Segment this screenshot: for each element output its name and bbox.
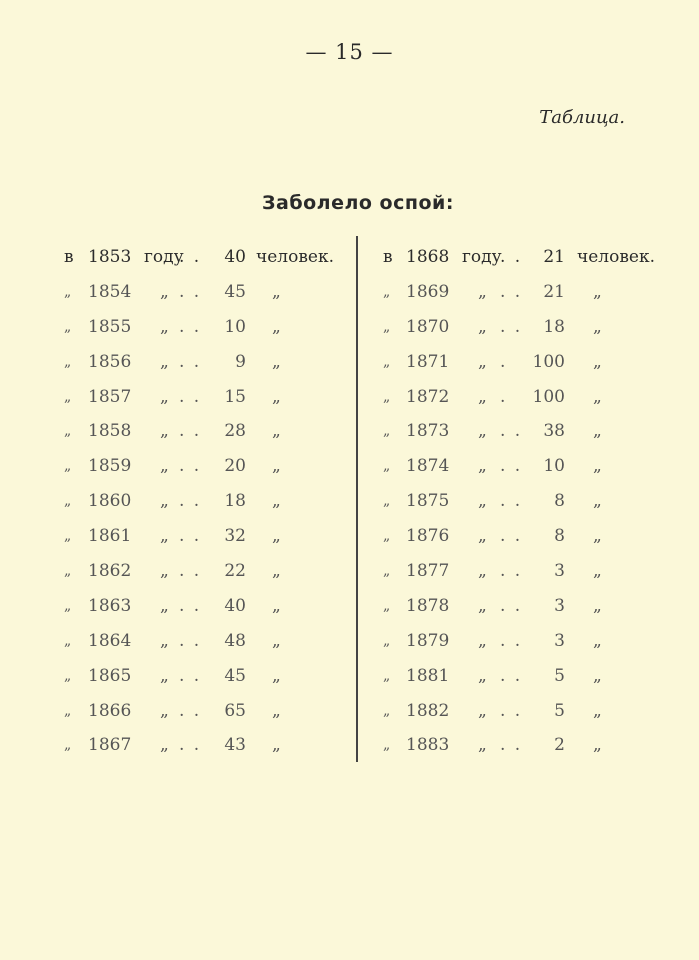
cell-count: 43 — [224, 735, 246, 756]
cell-year: 1877 — [406, 561, 450, 582]
cell-dots: . . — [500, 595, 523, 616]
cell-year: 1878 — [406, 595, 450, 616]
cell-label: „ — [272, 595, 281, 616]
cell-dots: . . — [500, 491, 523, 512]
cell-unit: „ — [478, 316, 487, 337]
cell-label: „ — [593, 526, 602, 547]
cell-unit: „ — [160, 456, 169, 477]
cell-dots: . . — [500, 561, 523, 582]
cell-count: 18 — [224, 491, 246, 512]
cell-unit: „ — [478, 561, 487, 582]
cell-prefix: „ — [64, 667, 72, 684]
cell-label: „ — [593, 735, 602, 756]
cell-count: 10 — [224, 316, 246, 337]
table-row — [64, 275, 364, 310]
cell-label: „ — [593, 421, 602, 442]
cell-count: 100 — [532, 386, 565, 407]
table-row — [64, 380, 364, 415]
cell-count: 65 — [224, 700, 246, 721]
cell-year: 1853 — [88, 247, 132, 267]
cell-unit: „ — [160, 491, 169, 512]
cell-prefix: „ — [383, 528, 391, 545]
cell-label: „ — [593, 351, 602, 372]
cell-label: „ — [593, 456, 602, 477]
table-caption: Таблица. — [539, 107, 625, 128]
cell-prefix: „ — [383, 667, 391, 684]
cell-count: 3 — [554, 595, 565, 616]
cell-unit: году — [462, 247, 502, 267]
cell-dots: . . — [179, 386, 202, 407]
cell-year: 1873 — [406, 421, 450, 442]
cell-year: 1854 — [88, 281, 132, 302]
cell-unit: „ — [160, 665, 169, 686]
cell-count: 21 — [543, 281, 565, 302]
cell-prefix: „ — [383, 283, 391, 300]
cell-prefix: „ — [383, 493, 391, 510]
right-column — [383, 240, 683, 763]
cell-dots: . . — [179, 281, 202, 302]
cell-label: „ — [593, 386, 602, 407]
cell-dots: . . — [179, 526, 202, 547]
cell-count: 3 — [554, 630, 565, 651]
table-row — [64, 659, 364, 694]
cell-label: человек. — [577, 247, 655, 267]
cell-prefix: „ — [64, 632, 72, 649]
cell-label: „ — [272, 526, 281, 547]
cell-dots: . . — [179, 316, 202, 337]
table-row — [383, 275, 683, 310]
cell-prefix: „ — [383, 388, 391, 405]
cell-unit: „ — [160, 630, 169, 651]
cell-prefix: „ — [64, 388, 72, 405]
cell-dots: . . — [179, 735, 202, 756]
cell-year: 1872 — [406, 386, 450, 407]
cell-prefix: в — [64, 247, 74, 267]
cell-label: „ — [272, 561, 281, 582]
cell-year: 1863 — [88, 595, 132, 616]
cell-year: 1856 — [88, 351, 132, 372]
cell-count: 8 — [554, 491, 565, 512]
cell-count: 9 — [235, 351, 246, 372]
cell-unit: „ — [160, 561, 169, 582]
cell-dots: . . — [500, 735, 523, 756]
cell-unit: „ — [160, 316, 169, 337]
cell-unit: „ — [478, 630, 487, 651]
cell-dots: . . — [179, 665, 202, 686]
cell-count: 45 — [224, 281, 246, 302]
cell-label: „ — [272, 630, 281, 651]
cell-count: 18 — [543, 316, 565, 337]
cell-count: 20 — [224, 456, 246, 477]
cell-year: 1858 — [88, 421, 132, 442]
cell-year: 1876 — [406, 526, 450, 547]
cell-prefix: „ — [64, 423, 72, 440]
table-title: Заболело оспой: — [262, 192, 454, 214]
table-row — [64, 345, 364, 380]
table-row — [64, 449, 364, 484]
cell-prefix: „ — [383, 353, 391, 370]
cell-label: „ — [272, 491, 281, 512]
cell-prefix: „ — [383, 737, 391, 754]
cell-dots: . . — [500, 630, 523, 651]
table-row — [383, 310, 683, 345]
cell-label: „ — [272, 386, 281, 407]
cell-dots: . . — [500, 316, 523, 337]
cell-unit: „ — [478, 700, 487, 721]
cell-dots: . — [500, 386, 508, 407]
table-row — [64, 240, 364, 275]
cell-unit: „ — [478, 456, 487, 477]
table-row — [383, 414, 683, 449]
cell-dots: . . — [500, 247, 523, 267]
cell-prefix: „ — [383, 563, 391, 580]
cell-dots: . . — [179, 247, 202, 267]
table-row — [383, 694, 683, 729]
cell-count: 8 — [554, 526, 565, 547]
cell-dots: . . — [500, 281, 523, 302]
cell-year: 1865 — [88, 665, 132, 686]
cell-dots: . . — [500, 421, 523, 442]
cell-count: 3 — [554, 561, 565, 582]
cell-count: 15 — [224, 386, 246, 407]
cell-label: „ — [593, 316, 602, 337]
cell-unit: „ — [478, 665, 487, 686]
cell-label: „ — [272, 700, 281, 721]
cell-dots: . . — [500, 526, 523, 547]
cell-label: „ — [272, 316, 281, 337]
cell-unit: „ — [160, 526, 169, 547]
cell-count: 40 — [224, 247, 246, 267]
cell-label: „ — [272, 735, 281, 756]
cell-unit: „ — [478, 421, 487, 442]
table-row — [64, 589, 364, 624]
page-number: — 15 — — [305, 40, 394, 64]
cell-label: человек. — [256, 247, 334, 267]
table-row — [383, 240, 683, 275]
table-row — [383, 554, 683, 589]
cell-prefix: „ — [64, 458, 72, 475]
table-row — [64, 694, 364, 729]
cell-year: 1882 — [406, 700, 450, 721]
cell-prefix: „ — [383, 632, 391, 649]
cell-year: 1855 — [88, 316, 132, 337]
cell-prefix: „ — [383, 458, 391, 475]
cell-prefix: „ — [64, 737, 72, 754]
cell-dots: . . — [500, 700, 523, 721]
cell-prefix: „ — [383, 423, 391, 440]
table-row — [383, 589, 683, 624]
table-row — [383, 659, 683, 694]
cell-prefix: „ — [64, 318, 72, 335]
cell-unit: „ — [160, 351, 169, 372]
cell-unit: „ — [160, 386, 169, 407]
cell-year: 1860 — [88, 491, 132, 512]
cell-dots: . . — [179, 595, 202, 616]
cell-dots: . . — [500, 456, 523, 477]
cell-count: 10 — [543, 456, 565, 477]
cell-prefix: „ — [383, 702, 391, 719]
table-row — [64, 414, 364, 449]
cell-count: 28 — [224, 421, 246, 442]
cell-year: 1868 — [406, 247, 450, 267]
cell-unit: „ — [478, 351, 487, 372]
cell-unit: „ — [478, 386, 487, 407]
cell-prefix: „ — [64, 563, 72, 580]
cell-prefix: „ — [64, 528, 72, 545]
cell-year: 1859 — [88, 456, 132, 477]
cell-year: 1881 — [406, 665, 450, 686]
cell-label: „ — [272, 421, 281, 442]
table-row — [64, 624, 364, 659]
cell-label: „ — [272, 281, 281, 302]
cell-year: 1857 — [88, 386, 132, 407]
cell-dots: . . — [179, 561, 202, 582]
cell-label: „ — [593, 700, 602, 721]
cell-dots: . . — [179, 491, 202, 512]
cell-unit: „ — [478, 595, 487, 616]
cell-unit: „ — [160, 735, 169, 756]
cell-dots: . . — [179, 630, 202, 651]
table-row — [383, 345, 683, 380]
table-row — [383, 380, 683, 415]
cell-year: 1883 — [406, 735, 450, 756]
cell-unit: „ — [160, 281, 169, 302]
cell-count: 22 — [224, 561, 246, 582]
table-row — [383, 449, 683, 484]
table-row — [64, 310, 364, 345]
cell-year: 1874 — [406, 456, 450, 477]
cell-year: 1866 — [88, 700, 132, 721]
cell-year: 1869 — [406, 281, 450, 302]
cell-year: 1867 — [88, 735, 132, 756]
table-row — [64, 484, 364, 519]
table-row — [383, 519, 683, 554]
cell-year: 1862 — [88, 561, 132, 582]
cell-unit: „ — [160, 421, 169, 442]
cell-prefix: „ — [64, 353, 72, 370]
cell-dots: . . — [179, 700, 202, 721]
cell-dots: . — [500, 351, 508, 372]
cell-prefix: „ — [64, 597, 72, 614]
cell-count: 45 — [224, 665, 246, 686]
table-row — [383, 728, 683, 763]
cell-prefix: „ — [64, 702, 72, 719]
cell-label: „ — [593, 491, 602, 512]
cell-prefix: „ — [383, 318, 391, 335]
cell-prefix: „ — [64, 283, 72, 300]
cell-year: 1879 — [406, 630, 450, 651]
table-row — [64, 519, 364, 554]
cell-year: 1871 — [406, 351, 450, 372]
table-row — [383, 484, 683, 519]
cell-dots: . . — [179, 421, 202, 442]
cell-unit: году — [144, 247, 184, 267]
cell-count: 100 — [532, 351, 565, 372]
cell-unit: „ — [160, 595, 169, 616]
cell-count: 21 — [543, 247, 565, 267]
cell-label: „ — [272, 351, 281, 372]
cell-count: 38 — [543, 421, 565, 442]
cell-count: 2 — [554, 735, 565, 756]
cell-label: „ — [272, 665, 281, 686]
cell-year: 1875 — [406, 491, 450, 512]
cell-label: „ — [593, 561, 602, 582]
cell-year: 1864 — [88, 630, 132, 651]
cell-label: „ — [272, 456, 281, 477]
table-row — [383, 624, 683, 659]
table-row — [64, 554, 364, 589]
cell-count: 40 — [224, 595, 246, 616]
cell-label: „ — [593, 281, 602, 302]
cell-prefix: „ — [64, 493, 72, 510]
cell-count: 5 — [554, 700, 565, 721]
cell-label: „ — [593, 665, 602, 686]
cell-dots: . . — [500, 665, 523, 686]
left-column — [64, 240, 364, 763]
cell-prefix: „ — [383, 597, 391, 614]
cell-label: „ — [593, 595, 602, 616]
cell-year: 1870 — [406, 316, 450, 337]
cell-count: 48 — [224, 630, 246, 651]
cell-dots: . . — [179, 456, 202, 477]
cell-prefix: в — [383, 247, 393, 267]
cell-count: 32 — [224, 526, 246, 547]
cell-count: 5 — [554, 665, 565, 686]
cell-dots: . . — [179, 351, 202, 372]
cell-unit: „ — [478, 526, 487, 547]
cell-year: 1861 — [88, 526, 132, 547]
cell-unit: „ — [478, 281, 487, 302]
cell-label: „ — [593, 630, 602, 651]
cell-unit: „ — [160, 700, 169, 721]
cell-unit: „ — [478, 735, 487, 756]
cell-unit: „ — [478, 491, 487, 512]
table-row — [64, 728, 364, 763]
